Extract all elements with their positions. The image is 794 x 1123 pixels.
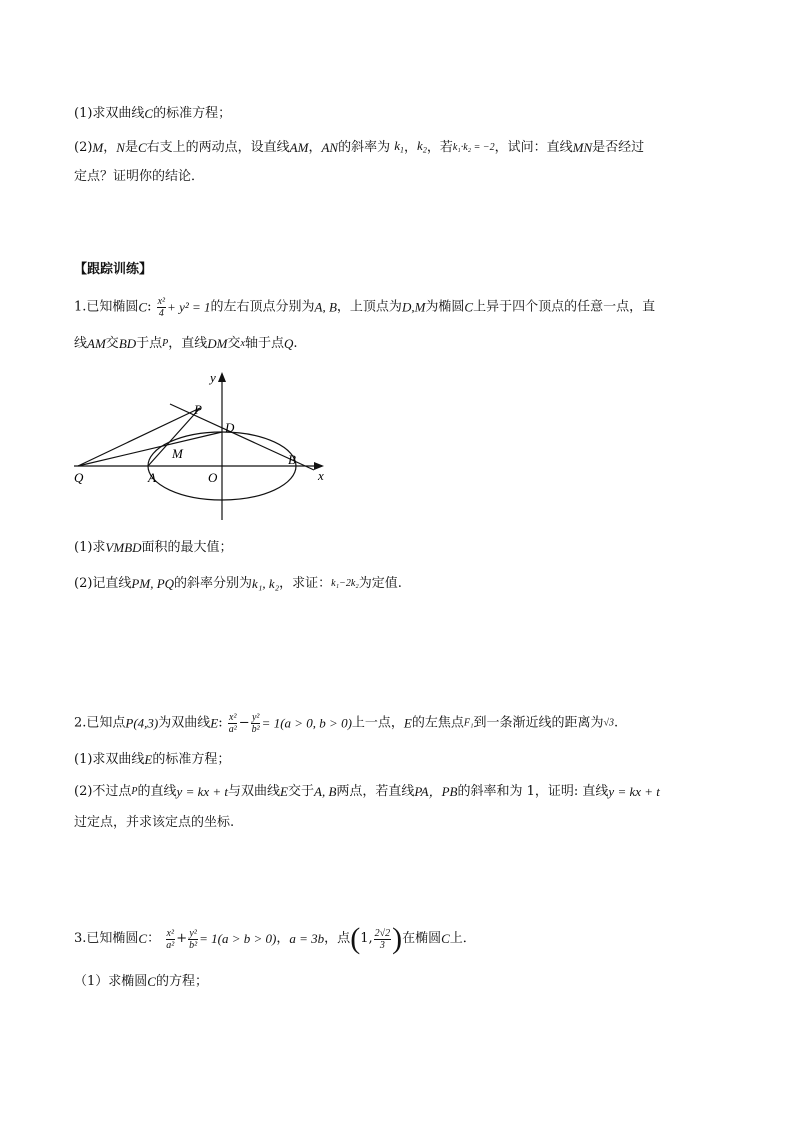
p1-AB: A, B: [314, 299, 337, 315]
p2-d: 到一条渐近线的距离为: [473, 715, 604, 731]
p1-c: 为椭圆: [425, 299, 465, 315]
p1-q2-expr: k₁−2k₂: [331, 578, 359, 589]
p1-C: C: [138, 299, 148, 315]
label-B: B: [288, 452, 296, 467]
p2-q2-line-eq2: y = kx + t: [608, 784, 660, 799]
p2-colon: :: [218, 715, 223, 731]
label-M: M: [172, 446, 183, 461]
prev-q2-a: (2): [74, 139, 93, 155]
p2-q2-c: 与双曲线: [228, 784, 281, 799]
p3-num: 3.已知椭圆: [74, 931, 139, 946]
label-O: O: [208, 470, 218, 485]
p1-q1-tri: VMBD: [105, 540, 142, 555]
y-axis-arrow: [218, 372, 226, 382]
p2-eq-tail: = 1(a > 0, b > 0): [261, 715, 352, 731]
p3-colon: ：: [147, 931, 161, 946]
prev-q2-line2: [74, 167, 204, 188]
p3-C: C: [138, 931, 148, 946]
prev-q2-k2: [417, 137, 427, 155]
p1-l2-g: .: [293, 336, 298, 351]
p2-f2-den: b²: [251, 724, 260, 735]
p2-c: 的左焦点: [411, 715, 464, 731]
p3-d: 上．: [449, 931, 476, 946]
label-A: A: [148, 470, 156, 485]
p3-q1-C: C: [147, 974, 156, 989]
p1-q2-line: [74, 574, 402, 595]
p3-pt-num: 2√2: [374, 927, 391, 939]
p1-q2-b: 的斜率分别为: [174, 576, 253, 591]
p3-a: ，: [276, 931, 290, 946]
prev-q1-line: [74, 104, 231, 125]
p3-q1-tail: 的方程；: [155, 974, 208, 989]
p1-BD: BD: [118, 336, 137, 351]
p3-f1-den: a²: [166, 939, 175, 951]
p2-q1-tail: 的标准方程；: [152, 752, 231, 767]
p3-plus: +: [176, 931, 188, 946]
p3-q1-line: [74, 972, 208, 993]
prev-q2-f: ，试问：直线: [494, 139, 573, 155]
p1-colon: :: [147, 299, 152, 315]
p1-q2-d: 为定值.: [358, 576, 402, 591]
label-y: y: [210, 370, 216, 385]
p2-q2-line2: [74, 813, 234, 834]
p1-AM: AM: [87, 336, 106, 351]
p3-paren-open: (: [350, 922, 361, 955]
p2-f1-num: x²: [229, 712, 237, 723]
p2-q1: (1)求双曲线: [74, 752, 145, 767]
p3-pt-frac: [374, 928, 392, 951]
section-title-text: 【跟踪训练】: [74, 262, 153, 277]
p1-num: 1.已知椭圆: [74, 299, 139, 315]
p1-l2-d: ，直线: [168, 336, 208, 351]
p1-q2-k: k₁, k₂: [252, 576, 280, 591]
p3-b: ，点: [324, 931, 351, 946]
p2-q2-line3: 过定点，并求该定点的坐标.: [74, 815, 235, 830]
prev-q2-M: M: [92, 139, 104, 155]
p2-q2-E: E: [280, 784, 288, 799]
p3-C2: C: [441, 931, 450, 946]
prev-q2-d: 的斜率为: [338, 139, 391, 155]
prev-q2-k2-letter: k: [417, 138, 423, 154]
p2-E: E: [210, 715, 219, 731]
p3-eq-tail: = 1(a > b > 0): [199, 931, 277, 946]
p2-point: P(4,3): [125, 715, 159, 731]
prev-q1-tail: 的标准方程；: [153, 106, 232, 121]
p2-q1-E: E: [144, 752, 153, 767]
p2-q2-line-eq: y = kx + t: [176, 784, 229, 799]
label-D: D: [225, 420, 235, 435]
p1-b: ，上顶点为: [336, 299, 402, 315]
p1-l2-b: 交: [105, 336, 119, 351]
p2-q2-line: [74, 782, 660, 803]
p2-F1: F₁: [463, 717, 474, 729]
prev-q2-comma3: ，: [404, 139, 418, 155]
p2-q2-b: 的直线: [137, 784, 177, 799]
prev-q2-N: N: [116, 139, 125, 155]
p1-a: 的左右顶点分别为: [210, 299, 315, 315]
p2-line1: [74, 712, 618, 735]
p2-f1-den: a²: [228, 724, 237, 735]
p3-f2-den: b²: [189, 939, 198, 951]
p3-pt-1: 1,: [360, 931, 373, 946]
p1-q2-c: ，求证：: [279, 576, 332, 591]
section-title: [74, 260, 152, 281]
prev-q2-AM: AM: [289, 139, 309, 155]
p1-P: P: [162, 338, 169, 349]
p2-e: .: [614, 715, 619, 731]
p2-q2-AB: A, B: [314, 784, 337, 799]
p3-paren-close: ): [392, 922, 403, 955]
prev-q2-g: 是否经过: [592, 139, 645, 155]
p1-C2: C: [464, 299, 474, 315]
p1-q2-a: (2)记直线: [74, 576, 132, 591]
p1-Q: Q: [284, 336, 294, 351]
p3-line1: [74, 924, 476, 954]
p2-dist: √3: [603, 717, 614, 729]
p2-E2: E: [403, 715, 412, 731]
p1-q1-b: 面积的最大值；: [141, 540, 233, 555]
p1-q1-a: (1)求: [74, 540, 106, 555]
p2-minus: −: [238, 715, 250, 731]
prev-q2-comma: ，: [103, 139, 117, 155]
p1-l2-f: 轴于点: [244, 336, 284, 351]
prev-q2-MN: MN: [572, 139, 593, 155]
prev-q1-var: C: [144, 106, 154, 121]
p1-frac: [157, 296, 166, 319]
p3-frac1: [165, 928, 175, 951]
prev-q2-line: [74, 135, 644, 161]
p1-frac-num: x²: [157, 296, 166, 307]
p2-b: 上一点，: [351, 715, 404, 731]
p3-frac2: [188, 928, 198, 951]
p1-DM2: DM: [207, 336, 228, 351]
p3-cond: a = 3b: [289, 931, 325, 946]
prev-q2-c: 右支上的两动点，设直线: [146, 139, 290, 155]
p1-line2: [74, 334, 298, 355]
p1-x: x: [240, 338, 245, 349]
prev-q2-k1-sub: 1: [400, 145, 405, 155]
p1-frac-den: 4: [158, 308, 164, 319]
p1-q2-PMPQ: PM, PQ: [131, 576, 175, 591]
line-QD: [78, 432, 222, 466]
p1-l2-e: 交: [227, 336, 241, 351]
label-Q: Q: [74, 470, 84, 485]
p1-eq-tail: + y² = 1: [167, 299, 211, 315]
prev-q2-comma2: ，: [308, 139, 322, 155]
p2-frac1: [228, 712, 238, 735]
p2-q1-line: [74, 750, 230, 771]
p1-q1-line: [74, 538, 233, 559]
p1-DM: D,M: [401, 299, 426, 315]
p3-pt-den: 3: [379, 939, 385, 951]
p3-q1: （1）求椭圆: [74, 974, 148, 989]
prev-q2-k1-letter: k: [394, 138, 401, 154]
prev-q2-cond: k₁·k₂ = −2: [452, 141, 495, 153]
p2-q2-P: P: [131, 786, 138, 797]
p2-a: 为双曲线: [158, 715, 211, 731]
p1-d: 上异于四个顶点的任意一点，直: [473, 299, 656, 315]
label-x: x: [318, 468, 324, 483]
label-P: P: [194, 402, 202, 417]
prev-q2-AN: AN: [321, 139, 339, 155]
prev-q2-line2-text: 定点？证明你的结论．: [74, 169, 205, 184]
p2-frac2: [251, 712, 261, 735]
p3-f1-num: x²: [166, 927, 174, 939]
p2-q2-f: 的斜率和为 1，证明: 直线: [457, 784, 609, 799]
p1-line1: [74, 296, 655, 319]
prev-q2-e: ，若: [426, 139, 453, 155]
prev-q2-k2-sub: 2: [422, 145, 427, 155]
p2-q2-e: 两点，若直线: [336, 784, 415, 799]
p2-num: 2.已知点: [74, 715, 126, 731]
p2-q2-d: 交于: [287, 784, 314, 799]
p2-f2-num: y²: [251, 712, 260, 723]
ellipse-figure: [74, 366, 344, 526]
p1-l2-c: 于点: [136, 336, 163, 351]
p3-c: 在椭圆: [402, 931, 442, 946]
p3-f2-num: y²: [189, 927, 197, 939]
prev-q2-C: C: [137, 139, 147, 155]
prev-q2-k1: [394, 137, 405, 155]
p1-l2-a: 线: [74, 336, 88, 351]
prev-q2-b: 是: [124, 139, 138, 155]
p2-q2-PAPB: PA，PB: [414, 784, 458, 799]
p2-q2-a: (2)不过点: [74, 784, 132, 799]
prev-q1-text: (1)求双曲线: [74, 106, 145, 121]
